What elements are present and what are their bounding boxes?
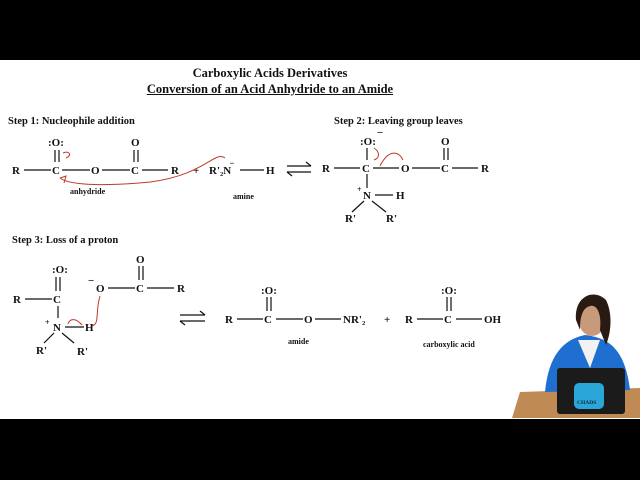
atom-h: H <box>266 165 275 177</box>
atom-c: C <box>136 283 144 295</box>
atom-r: R <box>177 283 185 295</box>
atom-c: C <box>131 165 139 177</box>
plus-sign: + <box>193 165 200 177</box>
atom-r: R <box>13 294 21 306</box>
atom-r-prime: R' <box>345 213 356 225</box>
atom-r: R <box>481 163 489 175</box>
atom-o-carbonyl: :O: <box>441 285 457 297</box>
atom-r: R <box>171 165 179 177</box>
step1-heading: Step 1: Nucleophile addition <box>8 116 135 127</box>
step3-carboxylate <box>88 254 186 295</box>
curved-arrow-pi-bond <box>63 152 70 158</box>
equilibrium-arrow-1 <box>287 162 311 176</box>
atom-r: R <box>322 163 330 175</box>
step3-heading: Step 3: Loss of a proton <box>12 235 119 246</box>
atom-h: H <box>85 322 94 334</box>
svg-text:..: .. <box>230 157 234 166</box>
atom-c: C <box>53 294 61 306</box>
step2-heading: Step 2: Leaving group leaves <box>334 116 463 127</box>
atom-o: O <box>304 314 313 326</box>
charge-minus: − <box>377 127 384 139</box>
atom-o: O <box>131 137 140 149</box>
laptop <box>557 368 625 414</box>
atom-o-bridge: O <box>91 165 100 177</box>
atom-o-carbonyl: :O: <box>261 285 277 297</box>
atom-nr2: NR'₂ <box>343 314 366 326</box>
atom-o-carbonyl: :O: <box>48 137 64 149</box>
step1-anhydride <box>12 137 180 196</box>
atom-r: R <box>405 314 413 326</box>
atom-o: O <box>441 136 450 148</box>
charge-plus: + <box>357 185 362 194</box>
atom-c: C <box>52 165 60 177</box>
curved-arrow-nh-bond <box>68 320 82 325</box>
label-amine: amine <box>233 192 254 201</box>
step2-tetrahedral-intermediate <box>322 127 490 225</box>
atom-n: N <box>363 190 371 202</box>
plus-sign: + <box>384 314 391 326</box>
label-amide: amide <box>288 337 309 346</box>
slide-title: Carboxylic Acids Derivatives <box>192 66 348 80</box>
charge-plus: + <box>45 318 50 327</box>
product-carboxylic-acid <box>405 285 502 349</box>
label-carboxylic-acid: carboxylic acid <box>423 340 475 349</box>
atom-r2n: R'₂N <box>209 165 232 177</box>
atom-n: N <box>53 322 61 334</box>
atom-c: C <box>264 314 272 326</box>
curved-arrow-reform-carbonyl <box>374 148 379 160</box>
atom-r-prime: R' <box>386 213 397 225</box>
label-anhydride: anhydride <box>70 187 106 196</box>
atom-c: C <box>441 163 449 175</box>
atom-o: O <box>136 254 145 266</box>
atom-r-prime: R' <box>36 345 47 357</box>
atom-o-bridge: O <box>401 163 410 175</box>
atom-o-carbonyl: :O: <box>52 264 68 276</box>
atom-r: R <box>225 314 233 326</box>
curved-arrow-leaving-group <box>380 153 403 166</box>
charge-minus: − <box>88 275 95 287</box>
atom-o: O <box>96 283 105 295</box>
step3-proton-transfer <box>13 264 94 358</box>
equilibrium-arrow-2 <box>180 311 205 325</box>
logo-text: CHADS <box>577 400 597 406</box>
atom-o-negative: :O: <box>360 136 376 148</box>
atom-c: C <box>362 163 370 175</box>
atom-r-prime: R' <box>77 346 88 358</box>
slide-subtitle: Conversion of an Acid Anhydride to an Amide <box>146 82 394 96</box>
product-amide <box>225 285 366 346</box>
atom-r: R <box>12 165 20 177</box>
atom-c: C <box>444 314 452 326</box>
atom-h: H <box>396 190 405 202</box>
atom-oh: OH <box>484 314 502 326</box>
